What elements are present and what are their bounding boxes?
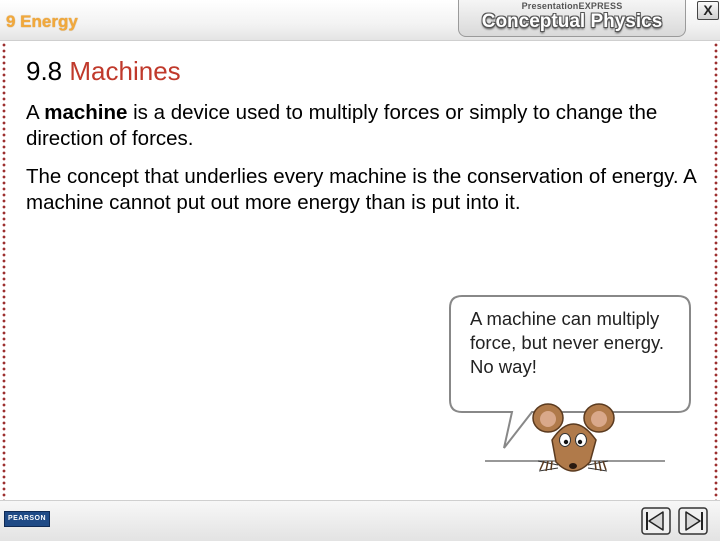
para1-end: is a device used to multiply forces or simply to change the direction of forces. (26, 101, 658, 150)
machine-term: machine (44, 101, 128, 124)
logo-subtitle: PresentationEXPRESS (521, 1, 623, 11)
title-number: 9.8 (26, 56, 63, 86)
bubble-line-2: force, but never energy. (470, 332, 665, 353)
bubble-line-1: A machine can multiply (470, 308, 660, 329)
bubble-line-3: No way! (470, 356, 537, 377)
conservation-paragraph: The concept that underlies every machine is the conservation of energy. A machine cannot put out more energy than is put into it. (26, 165, 696, 214)
footer-bar (0, 500, 720, 541)
title-text: Machines (69, 56, 181, 86)
close-button[interactable]: X (697, 1, 719, 20)
logo-title: Conceptual Physics (481, 11, 663, 32)
header-bar (0, 0, 720, 41)
slide-title (26, 56, 181, 87)
right-dotted-border (714, 42, 718, 500)
definition-paragraph (26, 100, 696, 152)
chapter-label: 9 Energy (6, 12, 78, 31)
previous-slide-icon (642, 508, 670, 534)
previous-slide-button[interactable] (641, 507, 671, 535)
para1-start: A (26, 101, 45, 124)
next-slide-icon (679, 508, 707, 534)
speech-bubble-text (470, 307, 690, 379)
presentation-logo (458, 0, 686, 37)
pearson-logo: PEARSON (4, 511, 50, 527)
left-dotted-border (2, 42, 6, 500)
next-slide-button[interactable] (678, 507, 708, 535)
